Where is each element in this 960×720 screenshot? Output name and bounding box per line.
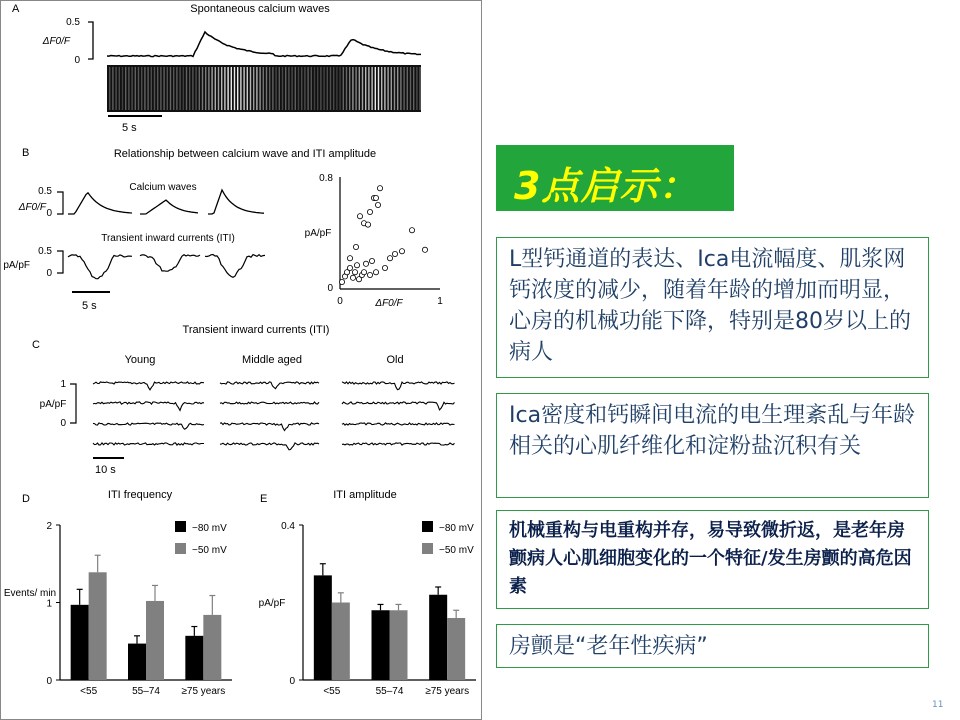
linescan-stripe — [211, 67, 212, 110]
point-box-4 — [496, 624, 929, 668]
scatter-point — [409, 228, 414, 233]
bar-category-label: ≥75 years — [425, 686, 470, 697]
scatter-point — [354, 263, 359, 268]
linescan-stripe — [227, 67, 228, 110]
panel-c-title: Transient inward currents (ITI) — [182, 324, 330, 336]
linescan-stripe — [352, 67, 353, 110]
linescan-stripe — [269, 67, 270, 110]
linescan-stripe — [323, 67, 324, 110]
bar — [185, 636, 203, 680]
scatter-xtick-left: 0 — [337, 296, 343, 307]
linescan-stripe — [339, 67, 340, 110]
linescan-stripe — [173, 67, 174, 110]
legend-label: −80 mV — [192, 523, 227, 534]
linescan-stripe — [154, 67, 155, 110]
linescan-stripe — [400, 67, 401, 110]
linescan-stripe — [314, 67, 315, 110]
bar-category-label: 55–74 — [132, 686, 160, 697]
panel-a-scale-label: 5 s — [122, 122, 137, 134]
linescan-stripe — [394, 67, 395, 110]
bar — [390, 610, 408, 680]
bar — [447, 618, 465, 680]
bar-y-tick-label: 0 — [46, 676, 52, 687]
panel-a-yaxis-label: ΔF0/F — [42, 36, 70, 47]
linescan-stripe — [263, 67, 264, 110]
linescan-stripe — [183, 67, 184, 110]
linescan-stripe — [416, 67, 417, 110]
linescan-stripe — [391, 67, 392, 110]
point-box-3 — [496, 510, 929, 609]
linescan-stripe — [272, 67, 273, 110]
scatter-point — [352, 270, 357, 275]
panel-b-wave-ytick-top: 0.5 — [38, 186, 52, 197]
panel-e-label: E — [260, 493, 268, 505]
linescan-stripe — [138, 67, 139, 110]
linescan-stripe — [125, 67, 126, 110]
linescan-stripe — [208, 67, 209, 110]
legend-swatch — [175, 521, 186, 532]
linescan-stripe — [317, 67, 318, 110]
linescan-stripe — [167, 67, 168, 110]
linescan-stripe — [327, 67, 328, 110]
linescan-stripe — [343, 67, 344, 110]
linescan-stripe — [288, 67, 289, 110]
bar-y-tick-label: 0.4 — [281, 521, 295, 532]
scatter-point — [350, 275, 355, 280]
linescan-stripe — [275, 67, 276, 110]
bar — [146, 601, 164, 680]
bar-y-tick-label: 0 — [289, 676, 295, 687]
panel-d-title: ITI frequency — [107, 489, 173, 501]
linescan-stripe — [311, 67, 312, 110]
linescan-stripe — [295, 67, 296, 110]
linescan-stripe — [336, 67, 337, 110]
linescan-stripe — [253, 67, 254, 110]
scatter-point — [382, 265, 387, 270]
linescan-stripe — [128, 67, 129, 110]
scatter-point — [387, 256, 392, 261]
linescan-stripe — [346, 67, 347, 110]
linescan-stripe — [109, 67, 110, 110]
linescan-stripe — [304, 67, 305, 110]
linescan-stripe — [349, 67, 350, 110]
linescan-stripe — [135, 67, 136, 110]
panel-b-wave-ytick-bottom: 0 — [46, 208, 52, 219]
linescan-stripe — [355, 67, 356, 110]
scatter-point — [357, 214, 362, 219]
linescan-stripe — [202, 67, 203, 110]
bar-category-label: ≥75 years — [181, 686, 226, 697]
linescan-stripe — [256, 67, 257, 110]
page-number: 11 — [932, 700, 944, 710]
scatter-point — [373, 270, 378, 275]
panel-b-label: B — [22, 147, 30, 159]
linescan-stripe — [157, 67, 158, 110]
linescan-stripe — [375, 67, 376, 110]
linescan-stripe — [413, 67, 414, 110]
linescan-stripe — [122, 67, 123, 110]
panel-b-current-ytick-bottom: 0 — [46, 268, 52, 279]
scatter-point — [375, 202, 380, 207]
scatter-point — [367, 272, 372, 277]
linescan-stripe — [243, 67, 244, 110]
scatter-xaxis-label: ΔF0/F — [375, 298, 403, 309]
bar — [89, 572, 107, 680]
legend-swatch — [175, 543, 186, 554]
scatter-point — [353, 244, 358, 249]
linescan-stripe — [298, 67, 299, 110]
linescan-stripe — [151, 67, 152, 110]
panel-b-scale-label: 5 s — [82, 300, 97, 312]
bar — [71, 605, 89, 680]
scatter-point — [347, 265, 352, 270]
panel-b-title: Relationship between calcium wave and ITI amplitude — [113, 148, 377, 160]
linescan-stripe — [237, 67, 238, 110]
linescan-stripe — [115, 67, 116, 110]
panel-c-group-young: Young — [124, 354, 156, 366]
scatter-point — [365, 222, 370, 227]
linescan-stripe — [397, 67, 398, 110]
linescan-stripe — [176, 67, 177, 110]
point-text-1: L型钙通道的表达、Ica电流幅度、肌浆网钙浓度的减少，随着年龄的增加而明显，心房的机械功能下降，特别是80岁以上的病人 — [509, 247, 911, 365]
scatter-point — [373, 195, 378, 200]
legend-swatch — [422, 521, 433, 532]
scatter-point — [369, 258, 374, 263]
legend-label: −50 mV — [192, 545, 227, 556]
scatter-xtick-right: 1 — [437, 296, 443, 307]
linescan-stripe — [387, 67, 388, 110]
linescan-stripe — [330, 67, 331, 110]
linescan-stripe — [378, 67, 379, 110]
scatter-point — [399, 249, 404, 254]
title-banner — [496, 145, 734, 211]
panel-e-ylabel: pA/pF — [258, 598, 286, 609]
point-text-4: 房颤是“老年性疾病” — [509, 634, 708, 659]
linescan-stripe — [359, 67, 360, 110]
linescan-stripe — [205, 67, 206, 110]
panel-a-label: A — [12, 3, 20, 15]
linescan-stripe — [112, 67, 113, 110]
linescan-stripe — [179, 67, 180, 110]
linescan-stripe — [215, 67, 216, 110]
panel-a-ytick-bottom: 0 — [74, 55, 80, 66]
scatter-point — [339, 279, 344, 284]
panel-c-ytick-bottom: 0 — [60, 418, 66, 429]
scatter-point — [392, 251, 397, 256]
bar — [314, 575, 332, 680]
panel-c-ytick-top: 1 — [60, 379, 66, 390]
scatter-point — [361, 270, 366, 275]
linescan-stripe — [163, 67, 164, 110]
linescan-stripe — [381, 67, 382, 110]
panel-b-waves-label: Calcium waves — [129, 182, 197, 193]
panel-d-label: D — [22, 493, 30, 505]
panel-a-title: Spontaneous calcium waves — [190, 3, 330, 15]
panel-c-group-middle: Middle aged — [242, 354, 302, 366]
linescan-stripe — [189, 67, 190, 110]
scatter-ytick-top: 0.8 — [319, 173, 333, 184]
panel-e-title: ITI amplitude — [333, 489, 397, 501]
linescan-stripe — [403, 67, 404, 110]
panel-d-ylabel: Events/ min — [3, 588, 57, 599]
linescan-stripe — [301, 67, 302, 110]
panel-b-wave-yaxis: ΔF0/F — [18, 202, 46, 213]
linescan-stripe — [224, 67, 225, 110]
panel-c-yaxis-label: pA/pF — [39, 399, 67, 410]
panel-c-label: C — [32, 339, 40, 351]
scatter-yaxis-label: pA/pF — [304, 228, 332, 239]
bar-y-tick-label: 2 — [46, 521, 52, 532]
linescan-stripe — [147, 67, 148, 110]
linescan-stripe — [131, 67, 132, 110]
bar — [128, 644, 146, 680]
point-text-3: 机械重构与电重构并存，易导致微折返，是老年房颤病人心肌细胞变化的一个特征/发生房颤的高危因素 — [509, 520, 912, 597]
scatter-point — [363, 261, 368, 266]
bar — [429, 595, 447, 680]
linescan-stripe — [371, 67, 372, 110]
linescan-stripe — [160, 67, 161, 110]
linescan-stripe — [320, 67, 321, 110]
linescan-stripe — [144, 67, 145, 110]
linescan-stripe — [362, 67, 363, 110]
scatter-point — [347, 256, 352, 261]
panel-c-group-old: Old — [386, 354, 404, 366]
linescan-stripe — [218, 67, 219, 110]
linescan-stripe — [407, 67, 408, 110]
legend-label: −50 mV — [439, 545, 474, 556]
linescan-stripe — [365, 67, 366, 110]
point-box-2 — [496, 393, 929, 498]
linescan-stripe — [419, 67, 420, 110]
panel-b-currents-label: Transient inward currents (ITI) — [101, 233, 235, 244]
linescan-stripe — [279, 67, 280, 110]
linescan-stripe — [410, 67, 411, 110]
linescan-stripe — [291, 67, 292, 110]
point-text-2: Ica密度和钙瞬间电流的电生理紊乱与年龄相关的心肌纤维化和淀粉盐沉积有关 — [509, 403, 916, 459]
linescan-stripe — [221, 67, 222, 110]
panel-c-scale-label: 10 s — [95, 464, 116, 476]
linescan-stripe — [199, 67, 200, 110]
linescan-stripe — [240, 67, 241, 110]
linescan-stripe — [282, 67, 283, 110]
linescan-stripe — [307, 67, 308, 110]
bar-category-label: <55 — [80, 686, 98, 697]
linescan-stripe — [250, 67, 251, 110]
linescan-stripe — [368, 67, 369, 110]
point-box-1 — [496, 237, 929, 378]
bar — [372, 610, 390, 680]
slide-title: 3点启示： — [514, 164, 698, 208]
linescan-stripe — [186, 67, 187, 110]
linescan-stripe — [384, 67, 385, 110]
bar — [203, 615, 221, 680]
linescan-stripe — [247, 67, 248, 110]
scatter-point — [367, 209, 372, 214]
scatter-point — [422, 247, 427, 252]
linescan-stripe — [119, 67, 120, 110]
linescan-stripe — [234, 67, 235, 110]
panel-a-ytick-top: 0.5 — [66, 17, 80, 28]
bar-category-label: <55 — [323, 686, 341, 697]
linescan-stripe — [333, 67, 334, 110]
linescan-stripe — [259, 67, 260, 110]
linescan-stripe — [192, 67, 193, 110]
bar-y-tick-label: 1 — [46, 598, 52, 610]
panel-b-current-ytick-top: 0.5 — [38, 246, 52, 257]
linescan-stripe — [266, 67, 267, 110]
bar — [332, 603, 350, 681]
linescan-stripe — [231, 67, 232, 110]
legend-swatch — [422, 543, 433, 554]
scatter-ytick-bottom: 0 — [327, 283, 333, 294]
scatter-point — [377, 186, 382, 191]
linescan-stripe — [285, 67, 286, 110]
linescan-stripe — [141, 67, 142, 110]
linescan-stripe — [195, 67, 196, 110]
panel-b-current-yaxis: pA/pF — [3, 260, 30, 271]
bar-category-label: 55–74 — [375, 686, 404, 697]
linescan-stripe — [170, 67, 171, 110]
legend-label: −80 mV — [439, 523, 474, 534]
